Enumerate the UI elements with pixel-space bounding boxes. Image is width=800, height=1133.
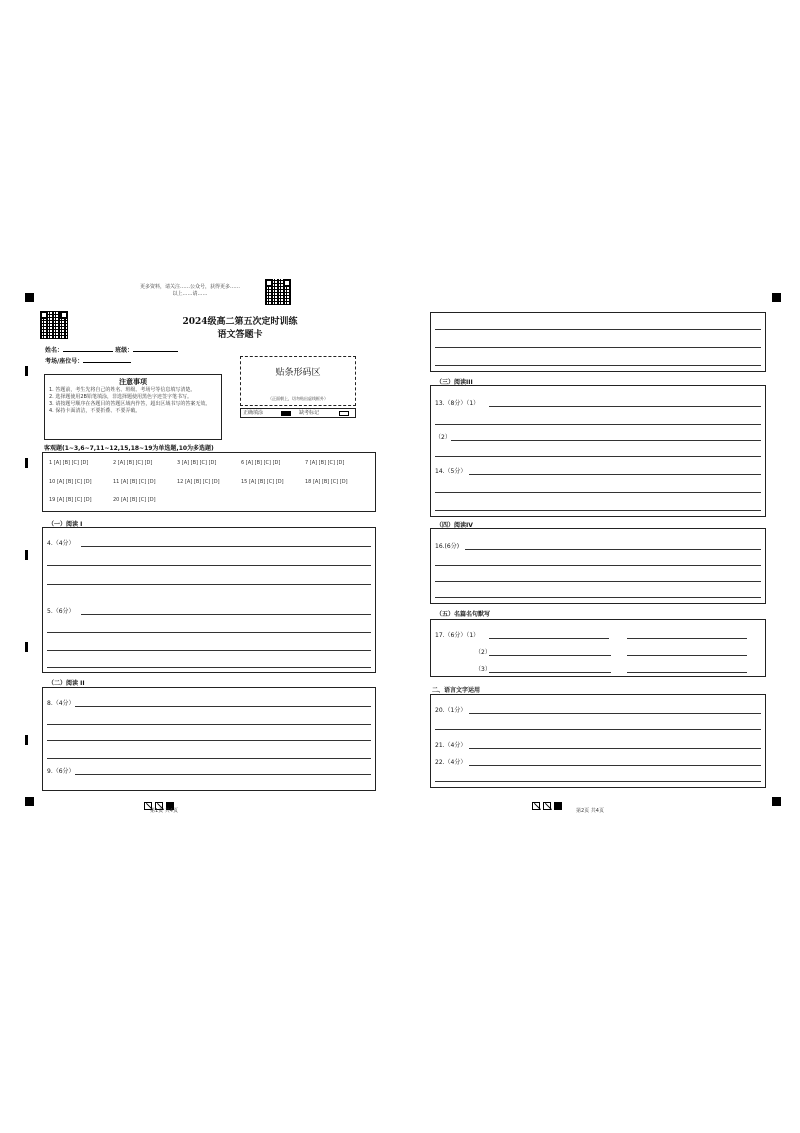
objective-box[interactable] [42,452,376,512]
notice-line: 4. 保持卡面清洁，不要折叠、不要弄破。 [49,408,141,414]
position-mark [25,293,34,302]
option-row[interactable] [49,497,177,503]
answer-box[interactable]: 20.（1分） 21.（4分） 22.（4分） [430,694,766,788]
top-note: 更多资料，请关注……公众号，获得更多…… 以上……请…… [139,284,240,297]
option-group[interactable]: 20 [A] [B] [C] [D] [113,497,156,503]
page-footer: 第1页 共4页 [150,808,178,814]
position-mark [772,797,781,806]
seat-field[interactable]: 考场/座位号： [45,356,131,365]
section-title: （三）阅读III [436,379,473,386]
timing-mark [25,642,28,652]
name-field[interactable]: 姓名： 班级： [45,345,178,354]
notice-line: 1. 答题前，考生先将自己的姓名、班级、考场号等信息填写清楚。 [49,387,196,393]
option-group[interactable]: 6 [A] [B] [C] [D] [241,460,281,466]
notice-box: 注意事项 1. 答题前，考生先将自己的姓名、班级、考场号等信息填写清楚。 2. 选择题使用2B铅笔填涂，非选择题使用黑色字迹签字笔书写。 3. 请按题号顺序在各题目的答题区域内作答，超出区域书写的答案无效。 4. 保持卡面清洁，不要折叠、不要弄破。 [44,374,222,440]
notice-line: 2. 选择题使用2B铅笔填涂，非选择题使用黑色字迹签字笔书写。 [49,394,192,400]
timing-mark [25,550,28,560]
fill-legend: 正确填涂 缺考标记 [240,408,356,418]
answer-box[interactable]: 4.（4分） 5.（6分） [42,527,376,673]
page-title: 2024级高二第五次定时训练 语文答题卡 [182,317,298,340]
objective-title: 客观题(1~3,6~7,11~12,15,18~19为单选题,10为多选题) [44,445,214,452]
timing-mark [25,366,28,376]
qr-code-icon [265,279,291,305]
answer-box[interactable]: 16.(6分) [430,528,766,604]
section-title: （五）名篇名句默写 [436,611,491,618]
timing-mark [25,458,28,468]
option-group[interactable]: 15 [A] [B] [C] [D] [241,479,284,485]
section-title: （二）阅读 II [48,680,85,687]
answer-box[interactable]: 13.（8分）（1） （2） 14.（5分） [430,385,766,517]
page-footer: 第2页 共4页 [576,808,604,814]
section-title: （四）阅读IV [436,522,473,529]
answer-box[interactable]: 8.（4分） 9.（6分） [42,687,376,791]
option-group[interactable]: 2 [A] [B] [C] [D] [113,460,153,466]
option-group[interactable]: 1 [A] [B] [C] [D] [49,460,89,466]
section-title: 二、语言文字运用 [432,687,481,694]
option-group[interactable]: 7 [A] [B] [C] [D] [305,460,345,466]
qr-code-icon [40,311,68,339]
notice-line: 3. 请按题号顺序在各题目的答题区域内作答，超出区域书写的答案无效。 [49,401,211,407]
option-row[interactable] [49,479,369,485]
option-group[interactable]: 19 [A] [B] [C] [D] [49,497,92,503]
option-row[interactable] [49,460,369,466]
option-group[interactable]: 10 [A] [B] [C] [D] [49,479,92,485]
barcode-area: 贴条形码区 （正面朝上，切勿贴出虚线框外） [240,356,356,406]
position-mark [25,797,34,806]
section-title: （一）阅读 I [48,521,83,528]
answer-box[interactable] [430,312,766,372]
answer-box[interactable]: 17.（6分）（1） （2） （3） [430,619,766,677]
option-group[interactable]: 11 [A] [B] [C] [D] [113,479,156,485]
option-group[interactable]: 3 [A] [B] [C] [D] [177,460,217,466]
option-group[interactable]: 18 [A] [B] [C] [D] [305,479,348,485]
option-group[interactable]: 12 [A] [B] [C] [D] [177,479,220,485]
page-marks [532,795,565,814]
timing-mark [25,735,28,745]
position-mark [772,293,781,302]
